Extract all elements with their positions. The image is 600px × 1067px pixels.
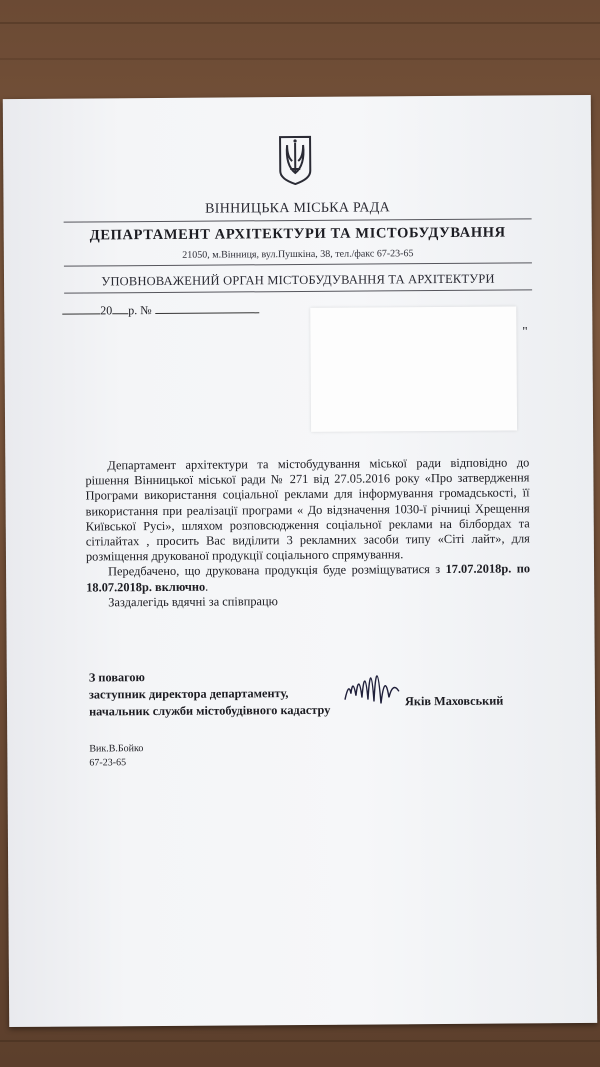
body-paragraph-3: Заздалегідь вдячні за співпрацю: [108, 593, 278, 610]
executor-name: Вик.В.Бойко: [89, 743, 144, 755]
body-paragraph-1: Департамент архітектури та містобудування міської ради відповідно до рішення Вінницької міської ради № 271 від 27.05.2016 року «Про затвердження Програми використання соціальної реклами для інформування громадськості, її використання при реалізації програми « До відзначення 1030-ї річниці Хрещення Київської Русі», шляхом розповсюдження соціальної реклами на білбордах та сітілайтах , просить Вас виділити 3 рекламних засоби типу «Сіті лайт», для розміщення друкованої продукції соціального спрямування.: [85, 455, 530, 564]
council-name: ВІННИЦЬКА МІСЬКА РАДА: [205, 200, 391, 217]
executor-block: [89, 742, 143, 770]
redacted-recipient: [310, 306, 517, 431]
authority-name: УПОВНОВАЖЕНИЙ ОРГАН МІСТОБУДУВАННЯ ТА АРХІТЕКТУРИ: [101, 271, 495, 289]
header-divider: [64, 262, 532, 266]
department-address: 21050, м.Вінниця, вул.Пушкіна, 38, тел./факс 67-23-65: [182, 248, 414, 261]
executor-phone: 67-23-65: [89, 757, 127, 769]
date-number-label: р. №: [128, 303, 152, 318]
coat-of-arms-icon: [277, 135, 313, 185]
handwritten-signature: [341, 641, 411, 711]
header-divider: [64, 289, 532, 293]
placement-dates: 17.07.2018р. по 18.07.2018р. включно: [86, 561, 531, 595]
closing-block: [89, 668, 331, 721]
recipient-quote-mark: ": [522, 323, 528, 339]
letter-body: [85, 455, 530, 610]
header-divider: [64, 218, 532, 222]
body-paragraph-2: Передбачено, що друкована продукція буде розміщуватися з 17.07.2018р. по 18.07.2018р. включно.: [86, 561, 531, 595]
regards-text: З повагою: [88, 670, 145, 685]
signer-name: Яків Маховський: [404, 693, 504, 709]
position-line-1: заступник директора департаменту,: [88, 686, 289, 702]
document-page: [3, 95, 597, 1027]
date-year: 20: [100, 303, 113, 318]
position-line-2: начальник служби містобудівного кадастру: [88, 702, 331, 719]
department-name: ДЕПАРТАМЕНТ АРХІТЕКТУРИ ТА МІСТОБУДУВАННЯ: [89, 224, 506, 244]
date-number-line: [62, 301, 260, 318]
